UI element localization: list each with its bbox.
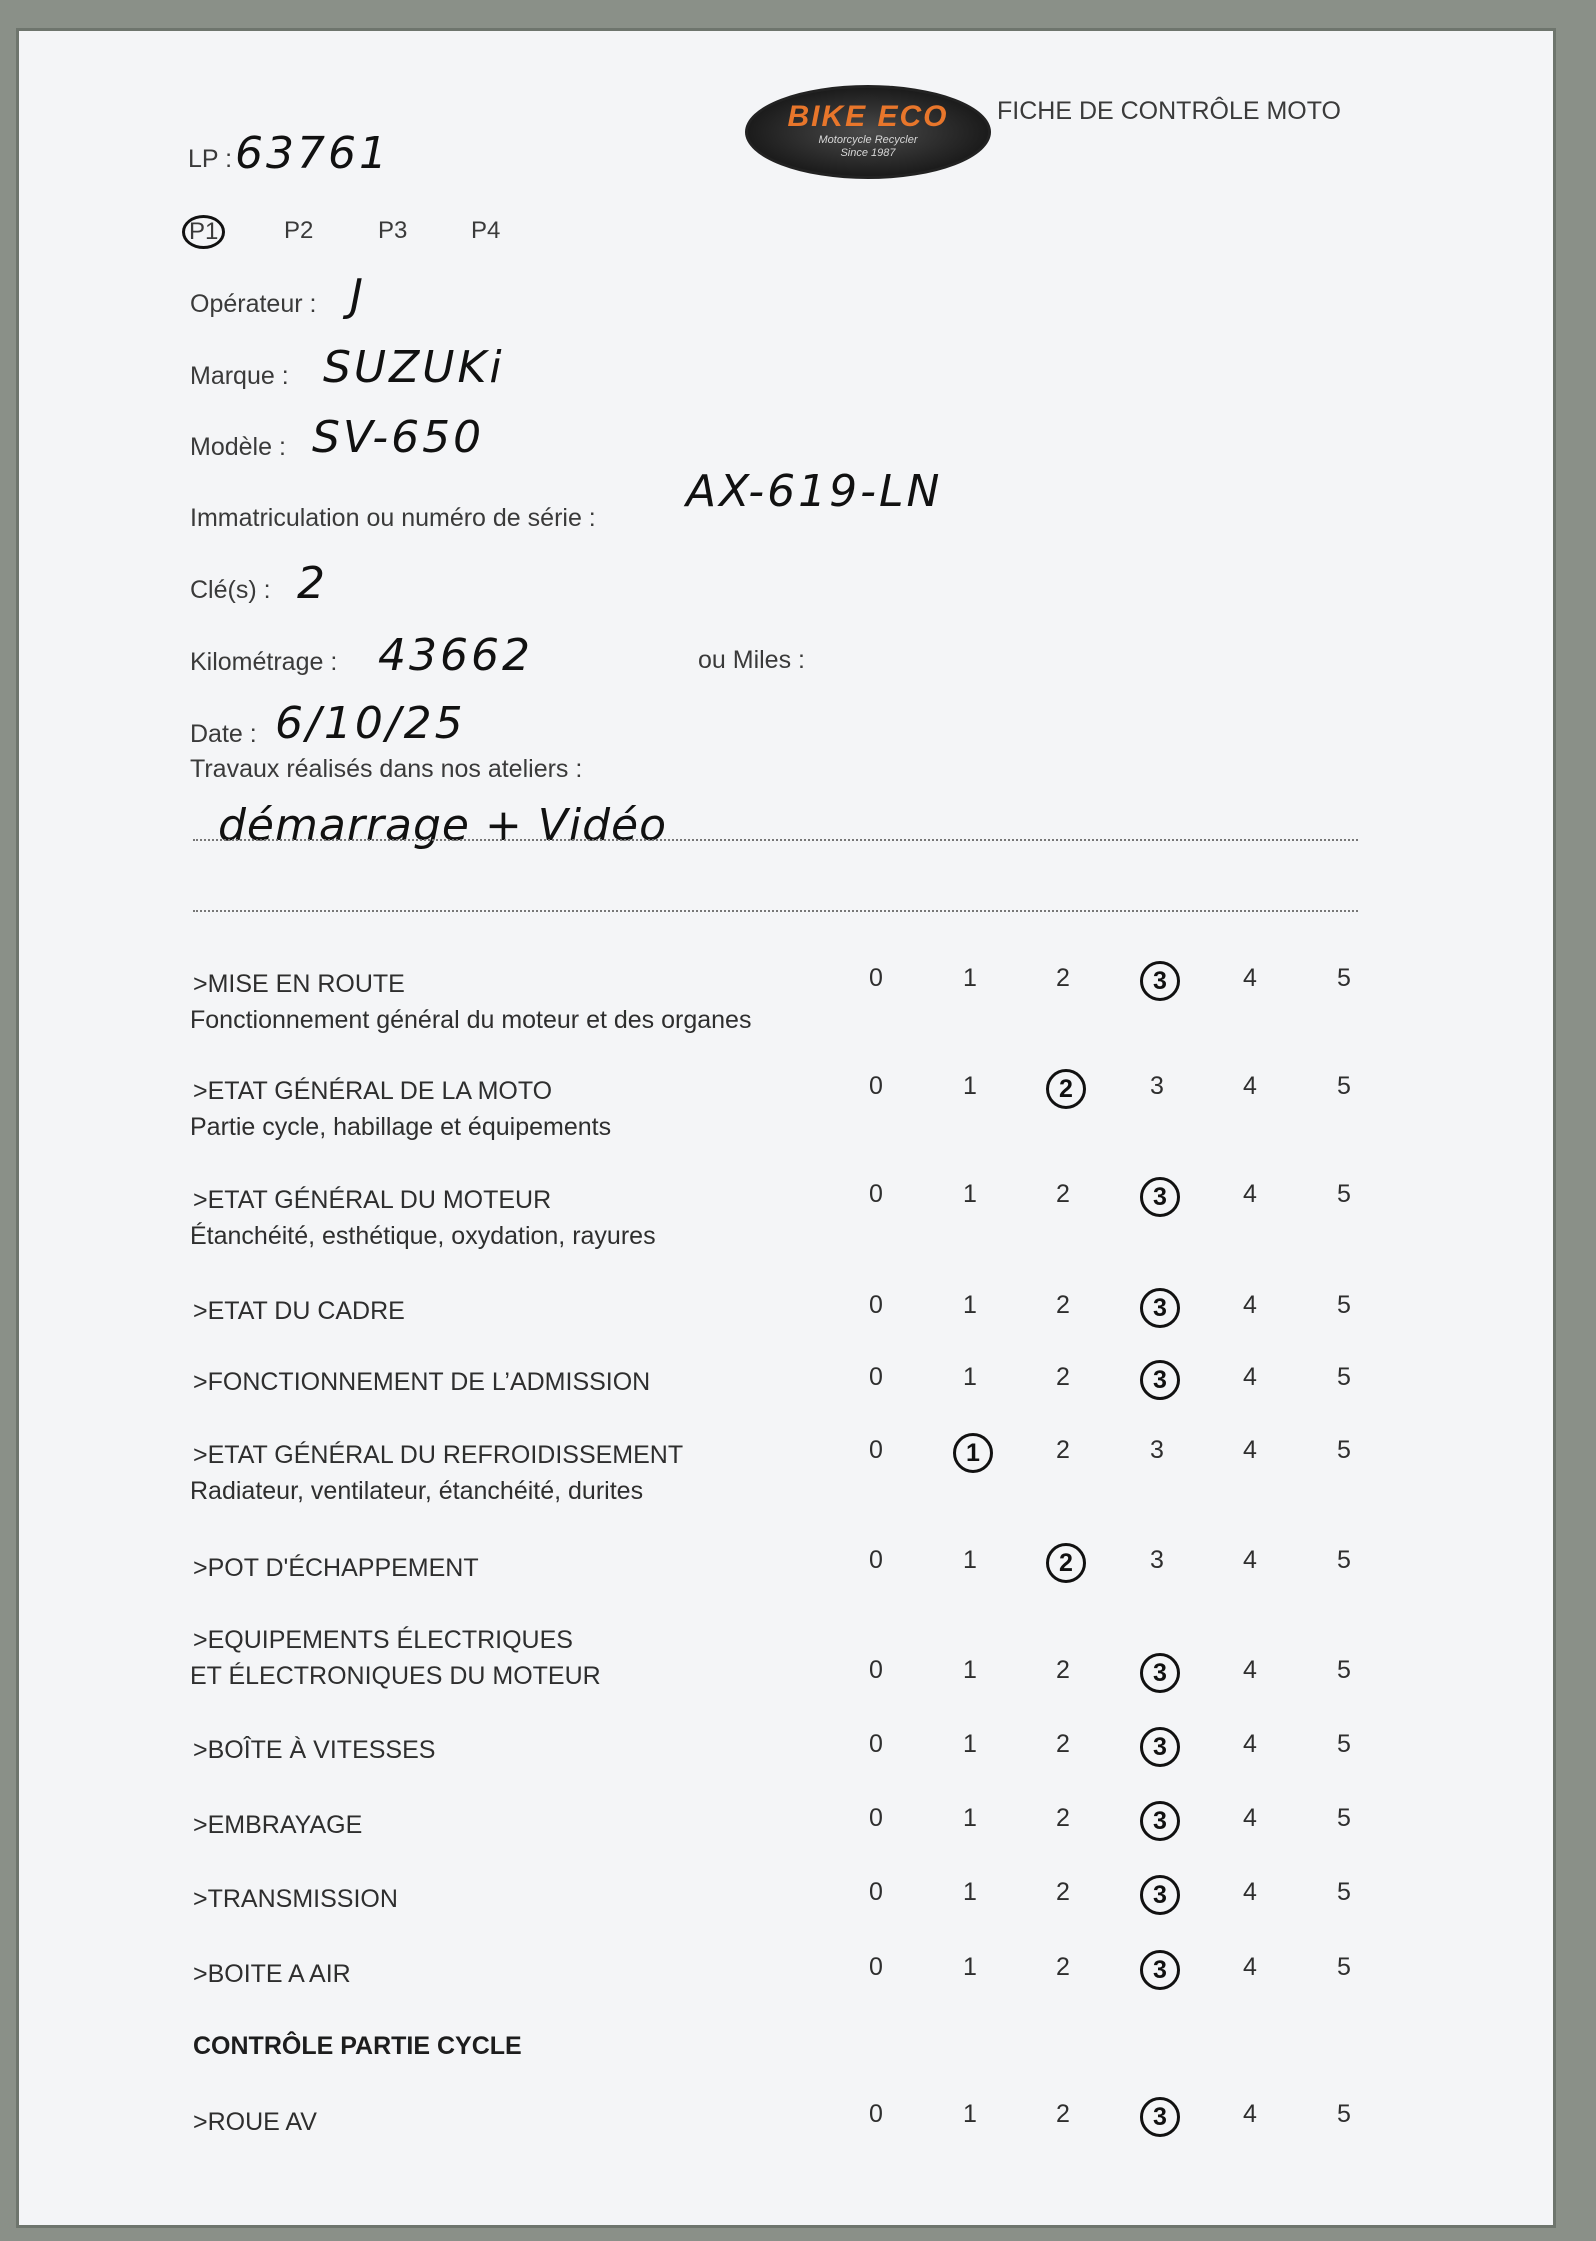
check-title: >BOÎTE À VITESSES — [193, 1736, 436, 1764]
bike-eco-logo — [745, 85, 991, 179]
score-option-3[interactable]: 3 — [1140, 961, 1180, 1001]
score-option-3[interactable]: 3 — [1150, 1072, 1164, 1100]
logo-tagline-2: Since 1987 — [840, 147, 896, 159]
score-option-1[interactable]: 1 — [963, 1291, 977, 1319]
score-option-2[interactable]: 2 — [1046, 1543, 1086, 1583]
operateur-label: Opérateur : — [190, 290, 317, 318]
check-title: >MISE EN ROUTE — [193, 970, 405, 998]
score-option-5[interactable]: 5 — [1337, 1656, 1351, 1684]
logo-brand: BIKE ECO — [787, 100, 949, 133]
position-option-p1[interactable]: P1 — [182, 215, 225, 249]
score-option-3[interactable]: 3 — [1150, 1436, 1164, 1464]
score-option-2[interactable]: 2 — [1056, 1730, 1070, 1758]
travaux-line-2 — [193, 910, 1358, 912]
score-option-1[interactable]: 1 — [963, 1656, 977, 1684]
score-option-4[interactable]: 4 — [1243, 1291, 1257, 1319]
score-option-2[interactable]: 2 — [1056, 1363, 1070, 1391]
score-option-5[interactable]: 5 — [1337, 2100, 1351, 2128]
score-option-5[interactable]: 5 — [1337, 1878, 1351, 1906]
score-option-0[interactable]: 0 — [869, 1363, 883, 1391]
check-title: >ETAT GÉNÉRAL DU REFROIDISSEMENT — [193, 1441, 684, 1469]
score-option-2[interactable]: 2 — [1056, 2100, 1070, 2128]
kilometrage-label: Kilométrage : — [190, 648, 338, 676]
check-title: >TRANSMISSION — [193, 1885, 398, 1913]
position-option-p3[interactable]: P3 — [378, 217, 408, 244]
check-title: >ETAT DU CADRE — [193, 1297, 405, 1325]
score-option-2[interactable]: 2 — [1046, 1069, 1086, 1109]
score-option-4[interactable]: 4 — [1243, 1878, 1257, 1906]
score-option-1[interactable]: 1 — [963, 964, 977, 992]
score-option-3[interactable]: 3 — [1140, 1875, 1180, 1915]
check-title: >ROUE AV — [193, 2108, 317, 2136]
score-option-4[interactable]: 4 — [1243, 964, 1257, 992]
score-option-2[interactable]: 2 — [1056, 1953, 1070, 1981]
score-option-2[interactable]: 2 — [1056, 1291, 1070, 1319]
score-option-4[interactable]: 4 — [1243, 1180, 1257, 1208]
score-option-5[interactable]: 5 — [1337, 1546, 1351, 1574]
check-title: >EQUIPEMENTS ÉLECTRIQUES — [193, 1626, 573, 1654]
score-option-1[interactable]: 1 — [963, 1546, 977, 1574]
immatriculation-label: Immatriculation ou numéro de série : — [190, 504, 596, 532]
date-label: Date : — [190, 720, 257, 748]
score-option-3[interactable]: 3 — [1150, 1546, 1164, 1574]
travaux-value: démarrage + Vidéo — [218, 800, 668, 851]
position-option-p2[interactable]: P2 — [284, 217, 314, 244]
score-option-0[interactable]: 0 — [869, 1546, 883, 1574]
check-subtitle: Étanchéité, esthétique, oxydation, rayures — [190, 1222, 656, 1250]
score-option-1[interactable]: 1 — [963, 1072, 977, 1100]
score-option-0[interactable]: 0 — [869, 1730, 883, 1758]
score-option-5[interactable]: 5 — [1337, 1363, 1351, 1391]
score-option-3[interactable]: 3 — [1140, 1801, 1180, 1841]
score-option-4[interactable]: 4 — [1243, 1953, 1257, 1981]
operateur-value: J — [350, 270, 366, 321]
check-subtitle: Partie cycle, habillage et équipements — [190, 1113, 612, 1141]
check-title: >FONCTIONNEMENT DE L’ADMISSION — [193, 1368, 651, 1396]
score-option-3[interactable]: 3 — [1140, 1653, 1180, 1693]
score-option-1[interactable]: 1 — [963, 1180, 977, 1208]
score-option-0[interactable]: 0 — [869, 1878, 883, 1906]
score-option-0[interactable]: 0 — [869, 1291, 883, 1319]
score-option-5[interactable]: 5 — [1337, 1730, 1351, 1758]
score-option-2[interactable]: 2 — [1056, 1180, 1070, 1208]
score-option-3[interactable]: 3 — [1140, 1288, 1180, 1328]
score-option-4[interactable]: 4 — [1243, 1436, 1257, 1464]
score-option-1[interactable]: 1 — [963, 1363, 977, 1391]
score-option-4[interactable]: 4 — [1243, 1546, 1257, 1574]
check-title: >ETAT GÉNÉRAL DU MOTEUR — [193, 1186, 552, 1214]
score-option-5[interactable]: 5 — [1337, 1804, 1351, 1832]
score-option-0[interactable]: 0 — [869, 2100, 883, 2128]
score-option-0[interactable]: 0 — [869, 1953, 883, 1981]
page-title: FICHE DE CONTRÔLE MOTO — [997, 97, 1342, 125]
lp-label: LP : — [188, 145, 233, 173]
travaux-label: Travaux réalisés dans nos ateliers : — [190, 755, 583, 783]
check-subtitle: Fonctionnement général du moteur et des organes — [190, 1006, 752, 1034]
cles-value: 2 — [297, 558, 328, 609]
check-title: >ETAT GÉNÉRAL DE LA MOTO — [193, 1077, 553, 1105]
modele-label: Modèle : — [190, 433, 286, 461]
score-option-2[interactable]: 2 — [1056, 964, 1070, 992]
score-option-3[interactable]: 3 — [1140, 2097, 1180, 2137]
score-option-5[interactable]: 5 — [1337, 1072, 1351, 1100]
travaux-line-1 — [193, 839, 1358, 841]
marque-label: Marque : — [190, 362, 289, 390]
score-option-4[interactable]: 4 — [1243, 1730, 1257, 1758]
score-option-5[interactable]: 5 — [1337, 1436, 1351, 1464]
score-option-0[interactable]: 0 — [869, 1436, 883, 1464]
cles-label: Clé(s) : — [190, 576, 271, 604]
score-option-4[interactable]: 4 — [1243, 1656, 1257, 1684]
score-option-1[interactable]: 1 — [963, 2100, 977, 2128]
score-option-0[interactable]: 0 — [869, 1072, 883, 1100]
score-option-4[interactable]: 4 — [1243, 1072, 1257, 1100]
score-option-5[interactable]: 5 — [1337, 1180, 1351, 1208]
check-subtitle: Radiateur, ventilateur, étanchéité, durites — [190, 1477, 644, 1505]
score-option-2[interactable]: 2 — [1056, 1436, 1070, 1464]
score-option-1[interactable]: 1 — [963, 1804, 977, 1832]
score-option-2[interactable]: 2 — [1056, 1878, 1070, 1906]
score-option-1[interactable]: 1 — [963, 1878, 977, 1906]
score-option-0[interactable]: 0 — [869, 964, 883, 992]
score-option-5[interactable]: 5 — [1337, 1291, 1351, 1319]
score-option-5[interactable]: 5 — [1337, 964, 1351, 992]
score-option-3[interactable]: 3 — [1140, 1177, 1180, 1217]
check-title: >POT D'ÉCHAPPEMENT — [193, 1554, 479, 1582]
kilometrage-value: 43662 — [378, 630, 533, 681]
score-option-0[interactable]: 0 — [869, 1180, 883, 1208]
score-option-4[interactable]: 4 — [1243, 1804, 1257, 1832]
marque-value: SUZUKi — [323, 342, 505, 393]
score-option-1[interactable]: 1 — [963, 1953, 977, 1981]
score-option-3[interactable]: 3 — [1140, 1360, 1180, 1400]
check-title: >EMBRAYAGE — [193, 1811, 363, 1839]
score-option-4[interactable]: 4 — [1243, 2100, 1257, 2128]
score-option-3[interactable]: 3 — [1140, 1950, 1180, 1990]
section-cycle-heading: CONTRÔLE PARTIE CYCLE — [193, 2032, 522, 2060]
modele-value: SV-650 — [312, 412, 485, 463]
lp-value: 63761 — [235, 128, 390, 179]
check-title: >BOITE A AIR — [193, 1960, 351, 1988]
score-option-2[interactable]: 2 — [1056, 1656, 1070, 1684]
score-option-2[interactable]: 2 — [1056, 1804, 1070, 1832]
score-option-0[interactable]: 0 — [869, 1656, 883, 1684]
logo-tagline-1: Motorcycle Recycler — [818, 134, 918, 146]
immatriculation-value: AX-619-LN — [686, 466, 943, 517]
score-option-5[interactable]: 5 — [1337, 1953, 1351, 1981]
score-option-1[interactable]: 1 — [953, 1433, 993, 1473]
position-option-p4[interactable]: P4 — [471, 217, 501, 244]
score-option-4[interactable]: 4 — [1243, 1363, 1257, 1391]
miles-label: ou Miles : — [698, 646, 805, 674]
date-value: 6/10/25 — [275, 698, 466, 749]
score-option-3[interactable]: 3 — [1140, 1727, 1180, 1767]
score-option-0[interactable]: 0 — [869, 1804, 883, 1832]
score-option-1[interactable]: 1 — [963, 1730, 977, 1758]
check-subtitle: ET ÉLECTRONIQUES DU MOTEUR — [190, 1662, 601, 1690]
